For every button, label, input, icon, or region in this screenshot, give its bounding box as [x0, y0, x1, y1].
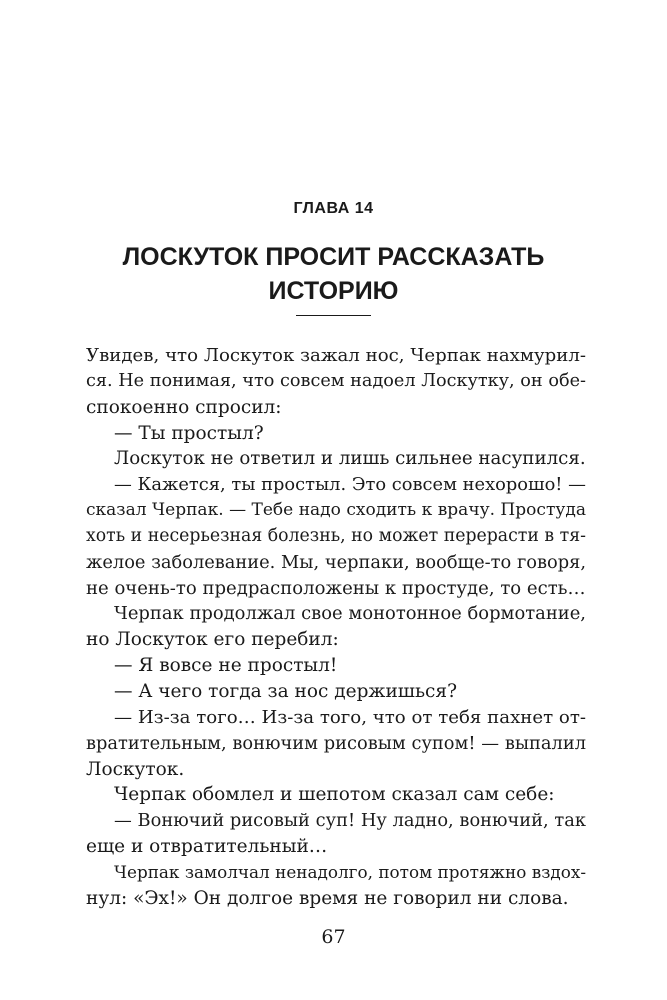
text-line: Увидев, что Лоскуток зажал нос, Черпак нахмурил-	[86, 345, 586, 366]
text-line: — А чего тогда за нос держишься?	[114, 680, 457, 702]
text-line: — Из-за того… Из-за того, что от тебя пахнет от-	[114, 706, 586, 728]
chapter-label: ГЛАВА 14	[293, 200, 374, 217]
text-line: ся. Не понимая, что совсем надоел Лоскутку, он обе-	[86, 370, 586, 391]
text-line: спокоенно спросил:	[86, 396, 282, 418]
text-line: нул: «Эх!» Он долгое время не говорил ни слова.	[86, 887, 569, 909]
text-line: Черпак обомлел и шепотом сказал сам себе:	[114, 784, 555, 806]
page-number: 67	[321, 926, 346, 948]
text-line: Черпак продолжал свое монотонное бормотание,	[114, 603, 586, 625]
chapter-title-line: ИСТОРИЮ	[268, 277, 399, 305]
text-line: не очень-то предрасположены к простуде, то есть…	[86, 577, 586, 599]
text-line: — Я вовсе не простыл!	[114, 655, 338, 677]
chapter-title	[0, 240, 667, 308]
text-line: Черпак замолчал ненадолго, потом протяжно вздох-	[114, 861, 586, 882]
body-text	[86, 343, 586, 912]
chapter-title-line: ЛОСКУТОК ПРОСИТ РАССКАЗАТЬ	[122, 243, 545, 271]
text-line: Лоскуток.	[86, 758, 185, 780]
text-line: Лоскуток не ответил и лишь сильнее насупился.	[114, 448, 586, 470]
text-line: хоть и несерьезная болезнь, но может перерасти в тя-	[86, 525, 586, 546]
text-line: но Лоскуток его перебил:	[86, 629, 339, 651]
text-line: — Вонючий рисовый суп! Ну ладно, вонючий, так	[114, 810, 586, 832]
text-line: желое заболевание. Мы, черпаки, вообще-то говоря,	[86, 551, 586, 573]
text-line: вратительным, вонючим рисовым супом! — выпалил	[86, 732, 586, 754]
text-line: — Ты простыл?	[114, 422, 264, 444]
text-line: сказал Черпак. — Тебе надо сходить к врачу. Простуда	[86, 500, 586, 521]
title-divider	[296, 315, 371, 316]
text-line: еще и отвратительный…	[86, 836, 328, 858]
text-line: — Кажется, ты простыл. Это совсем нехорошо! —	[114, 474, 586, 496]
